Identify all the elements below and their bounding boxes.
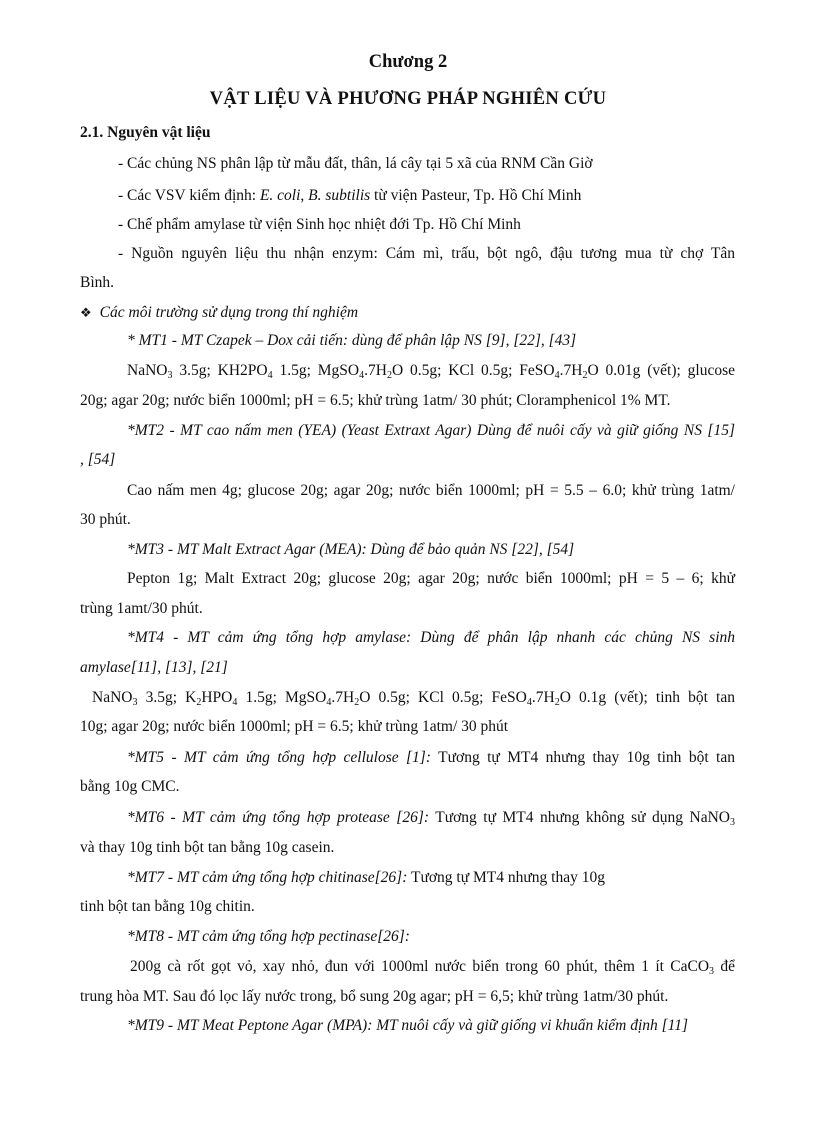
mt8-title: *MT8 - MT cảm ứng tổng hợp pectinase[26]: xyxy=(127,928,410,945)
list-item: - Các chủng NS phân lập từ mẫu đất, thân, lá cây tại 5 xã của RNM Cần Giờ xyxy=(118,155,593,172)
mt4-line2: 10g; agar 20g; nước biển 1000ml; pH = 6.5; khử trùng 1atm/ 30 phút xyxy=(80,718,509,735)
mt3-title: *MT3 - MT Malt Extract Agar (MEA): Dùng để bảo quản NS [22], [54] xyxy=(127,541,575,558)
mt8-line2: trung hòa MT. Sau đó lọc lấy nước trong, bổ sung 20g agar; pH = 6,5; khử trùng 1atm/30 phút. xyxy=(80,988,669,1005)
mt4-title-continued: amylase[11], [13], [21] xyxy=(80,659,228,676)
list-item-continued: Bình. xyxy=(80,274,115,291)
mt3-line1: Pepton 1g; Malt Extract 20g; glucose 20g; agar 20g; nước biển 1000ml; pH = 5 – 6; khử xyxy=(127,570,735,587)
media-heading: ❖ Các môi trường sử dụng trong thí nghiệm xyxy=(80,304,359,321)
mt9-title: *MT9 - MT Meat Peptone Agar (MPA): MT nuôi cấy và giữ giống vi khuẩn kiểm định [11] xyxy=(127,1017,689,1034)
list-item: - Các VSV kiểm định: E. coli, B. subtilis từ viện Pasteur, Tp. Hồ Chí Minh xyxy=(118,187,582,204)
mt5-title: *MT5 - MT cảm ứng tổng hợp cellulose [1]: xyxy=(127,749,431,766)
mt7-line2: tinh bột tan bằng 10g chitin. xyxy=(80,898,255,915)
mt7-title: *MT7 - MT cảm ứng tổng hợp chitinase[26]: xyxy=(127,869,408,886)
diamond-bullet-icon: ❖ xyxy=(80,305,92,320)
mt1-line1: NaNO$_3$ 3.5g; $KH2PO_4$ 1.5g; $MgSO_4.7H_2O$ 0.5g; KCl 0.5g; $FeSO_4.7H_2O$ 0.01g (vết); glucose xyxy=(127,362,736,381)
mt8-line1: 200g cà rốt gọt vỏ, xay nhỏ, đun với 1000ml nước biển trong 60 phút, thêm 1 ít CaCO$_3$ để xyxy=(130,958,735,977)
section-heading: 2.1. Nguyên vật liệu xyxy=(80,124,211,141)
list-item: - Nguồn nguyên liệu thu nhận enzym: Cám mì, trấu, bột ngô, đậu tương mua từ chợ Tân xyxy=(118,245,735,262)
chapter-title: Chương 2 xyxy=(368,52,448,72)
mt3-line2: trùng 1amt/30 phút. xyxy=(80,600,203,617)
list-item: - Chế phẩm amylase từ viện Sinh học nhiệt đới Tp. Hồ Chí Minh xyxy=(118,216,521,233)
mt1-line2: 20g; agar 20g; nước biển 1000ml; pH = 6.5; khử trùng 1atm/ 30 phút; Cloramphenicol 1% MT. xyxy=(80,392,671,409)
mt6-line1: *MT6 - MT cảm ứng tổng hợp protease [26]: Tương tự MT4 nhưng không sử dụng NaNO$_3$ xyxy=(127,809,735,828)
mt7-line1: *MT7 - MT cảm ứng tổng hợp chitinase[26]: Tương tự MT4 nhưng thay 10g xyxy=(127,869,605,886)
mt2-line2: 30 phút. xyxy=(80,511,131,528)
mt4-title: *MT4 - MT cảm ứng tổng hợp amylase: Dùng để phân lập nhanh các chủng NS sinh xyxy=(127,629,735,646)
mt6-line2: và thay 10g tinh bột tan bằng 10g casein. xyxy=(80,839,335,856)
mt4-line1: NaNO$_3$ 3.5g; $K_2HPO_4$ 1.5g; $MgSO_4.7H_2O$ 0.5g; KCl 0.5g; $FeSO_4.7H_2O$ 0.1g (vết); tinh bột tan xyxy=(92,689,735,708)
mt5-line2: bằng 10g CMC. xyxy=(80,778,180,795)
mt1-title: * MT1 - MT Czapek – Dox cải tiến: dùng để phân lập NS [9], [22], [43] xyxy=(127,332,577,349)
chapter-subtitle: VẬT LIỆU VÀ PHƯƠNG PHÁP NGHIÊN CỨU xyxy=(209,89,607,109)
mt2-title-continued: , [54] xyxy=(80,451,116,468)
mt2-line1: Cao nấm men 4g; glucose 20g; agar 20g; nước biển 1000ml; pH = 5.5 – 6.0; khử trùng 1atm/ xyxy=(127,482,735,499)
mt2-title: *MT2 - MT cao nấm men (YEA) (Yeast Extraxt Agar) Dùng để nuôi cấy và giữ giống NS [15] xyxy=(127,422,735,439)
mt5-line1: *MT5 - MT cảm ứng tổng hợp cellulose [1]: Tương tự MT4 nhưng thay 10g tinh bột tan xyxy=(127,749,735,766)
mt6-title: *MT6 - MT cảm ứng tổng hợp protease [26]: xyxy=(127,809,430,826)
